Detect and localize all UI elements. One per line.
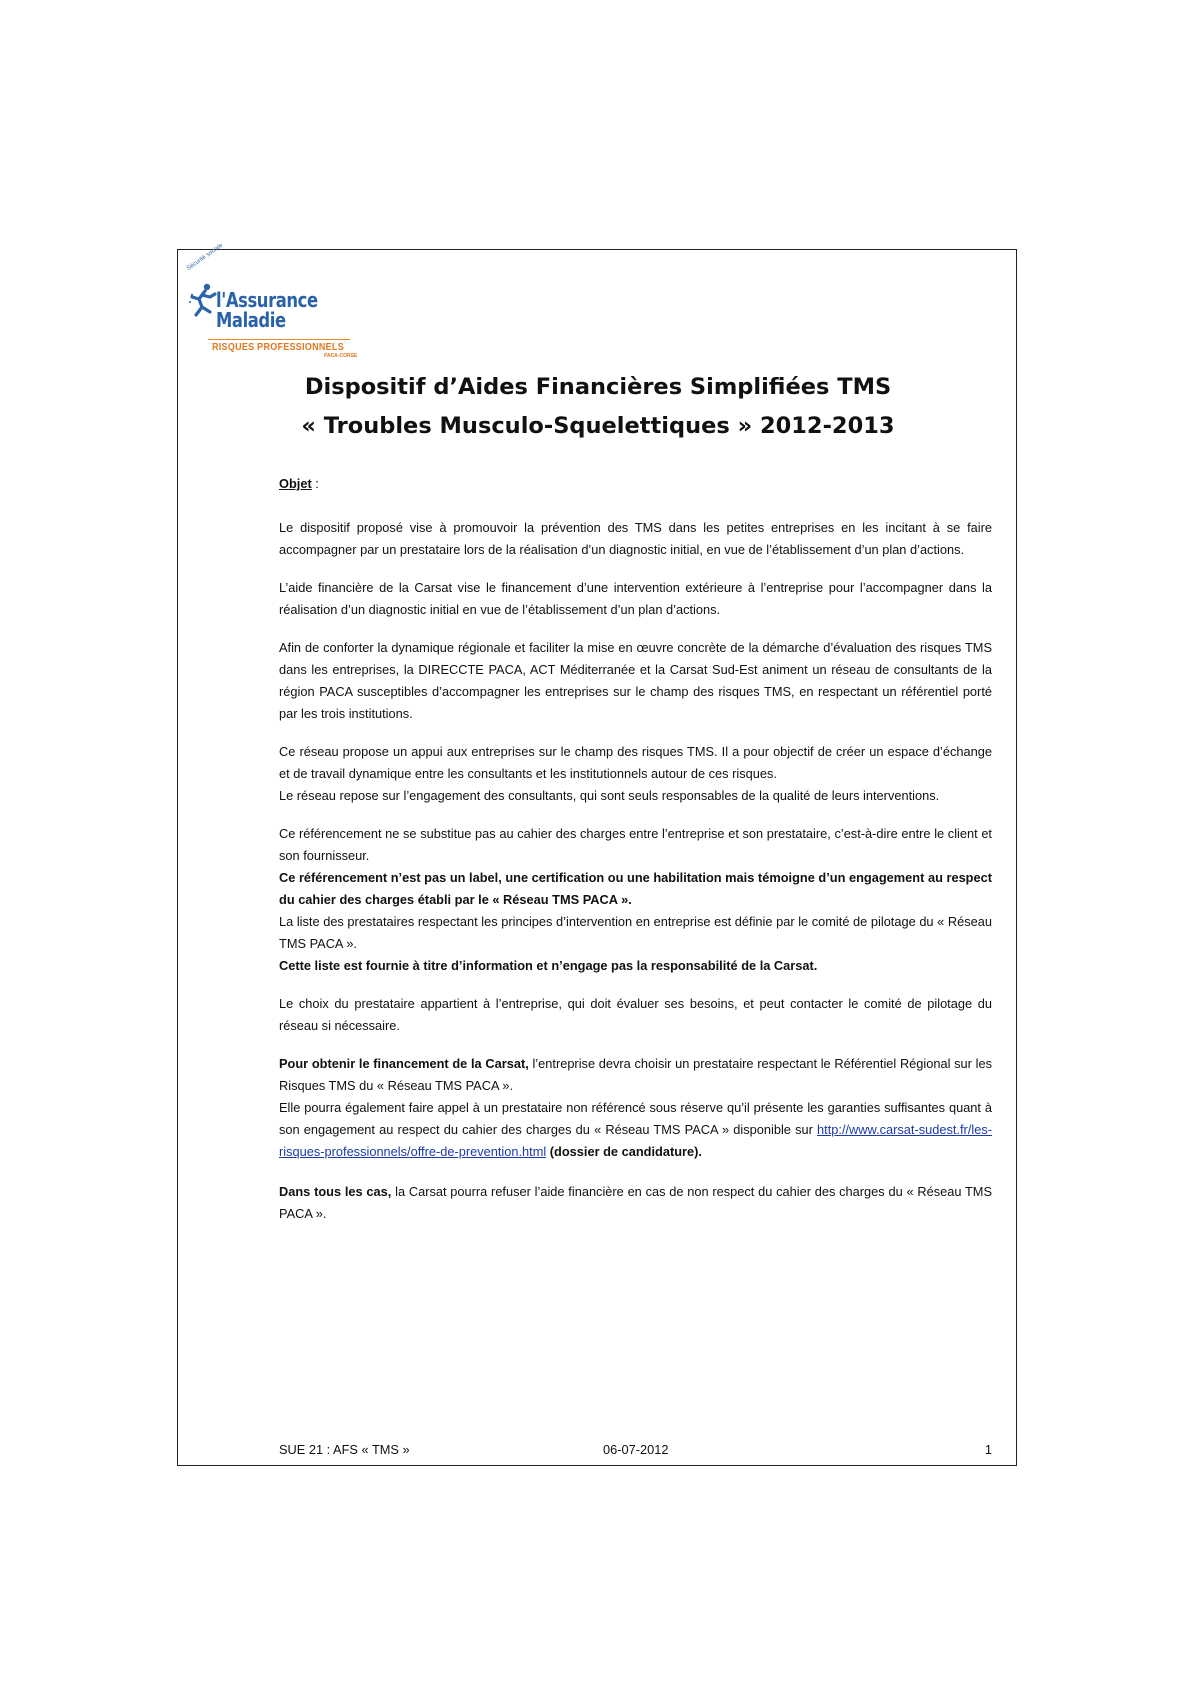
objet-suffix: : xyxy=(311,476,319,491)
offre-prevention-link[interactable]: http://www.carsat-sudest.fr/les-risques-professionnels/offre-de-prevention.html xyxy=(279,1122,992,1159)
running-figure-icon xyxy=(188,282,218,318)
paragraph-5d: Cette liste est fournie à titre d’information et n’engage pas la responsabilité de la Carsat. xyxy=(279,958,818,973)
logo-subtitle-region: PACA-CORSE xyxy=(324,353,358,359)
paragraph-9 xyxy=(279,1181,992,1225)
paragraph-5a: Ce référencement ne se substitue pas au cahier des charges entre l’entreprise et son prestataire, c’est-à-dire entre le client et son fournisseur. xyxy=(279,826,992,863)
paragraph-9-bold: Dans tous les cas, xyxy=(279,1184,392,1199)
footer-date: 06-07-2012 xyxy=(603,1442,669,1457)
paragraph-6: Le choix du prestataire appartient à l’entreprise, qui doit évaluer ses besoins, et peut contacter le comité de pilotage du réseau si nécessaire. xyxy=(279,996,992,1033)
objet-label: Objet xyxy=(279,476,312,491)
title-line-1: Dispositif d’Aides Financières Simplifiées TMS xyxy=(304,374,892,400)
objet-heading xyxy=(279,473,992,495)
paragraph-9-rest: la Carsat pourra refuser l’aide financière en cas de non respect du cahier des charges du « Réseau TMS PACA ». xyxy=(279,1184,993,1221)
paragraph-8-bold: (dossier de candidature). xyxy=(546,1144,702,1159)
footer-page-number: 1 xyxy=(984,1442,992,1457)
paragraph-7-rest: l’entreprise devra choisir un prestataire respectant le Référentiel Régional sur les Risques TMS du « Réseau TMS PACA ». xyxy=(279,1056,992,1093)
logo-brand-line2: Maladie xyxy=(216,308,286,332)
paragraph-2: L’aide financière de la Carsat vise le financement d’une intervention extérieure à l’entreprise pour l’accompagner dans la réalisation d’un diagnostic initial en vue de l’établissement d’un plan d’actions. xyxy=(279,580,992,617)
document-page xyxy=(177,242,1017,1466)
paragraph-5b: Ce référencement n’est pas un label, une certification ou une habilitation mais témoigne d’un engagement au respect du cahier des charges établi par le « Réseau TMS PACA ». xyxy=(279,870,992,907)
paragraph-5c: La liste des prestataires respectant les principes d’intervention en entreprise est définie par le comité de pilotage du « Réseau TMS PACA ». xyxy=(279,914,992,951)
paragraph-7 xyxy=(279,1053,992,1097)
paragraph-4b: Le réseau repose sur l’engagement des consultants, qui sont seuls responsables de la qualité de leurs interventions. xyxy=(279,788,940,803)
logo-divider xyxy=(208,339,350,340)
page-footer xyxy=(279,1442,992,1462)
document-body xyxy=(279,473,992,1241)
paragraph-5 xyxy=(279,823,992,977)
paragraph-4a: Ce réseau propose un appui aux entreprises sur le champ des risques TMS. Il a pour objectif de créer un espace d’échange et de travail dynamique entre les consultants et les institutionnels autour de ces risques. xyxy=(279,744,992,781)
paragraph-3: Afin de conforter la dynamique régionale et faciliter la mise en œuvre concrète de la démarche d’évaluation des risques TMS dans les entreprises, la DIRECCTE PACA, ACT Méditerranée et la Carsat Sud-Est animent un réseau de consultants de la région PACA susceptibles d’accompagner les entreprises sur le champ des risques TMS, en respectant un référentiel porté par les trois institutions. xyxy=(279,640,992,721)
paragraph-1: Le dispositif proposé vise à promouvoir la prévention des TMS dans les petites entreprises en les incitant à se faire accompagner par un prestataire lors de la réalisation d’un diagnostic initial, en vue de l’établissement d’un plan d’actions. xyxy=(279,520,992,557)
footer-reference: SUE 21 : AFS « TMS » xyxy=(279,1442,410,1457)
assurance-maladie-logo xyxy=(184,242,358,359)
paragraph-4 xyxy=(279,741,992,807)
logo-arc-text: Sécurité sociale xyxy=(186,242,225,272)
paragraph-8-text: Elle pourra également faire appel à un prestataire non référencé sous réserve qu’il présente les garanties suffisantes quant à son engagement au respect du cahier des charges du « Réseau TMS PACA » disponible sur xyxy=(279,1100,992,1137)
title-line-2: « Troubles Musculo-Squelettiques » 2012-2013 xyxy=(301,413,895,439)
logo-brand-line1: l'Assurance xyxy=(216,288,318,312)
paragraph-8 xyxy=(279,1097,992,1163)
document-title xyxy=(178,368,1018,446)
logo-subtitle: RISQUES PROFESSIONNELS xyxy=(212,342,344,353)
paragraph-7-bold: Pour obtenir le financement de la Carsat, xyxy=(279,1056,529,1071)
